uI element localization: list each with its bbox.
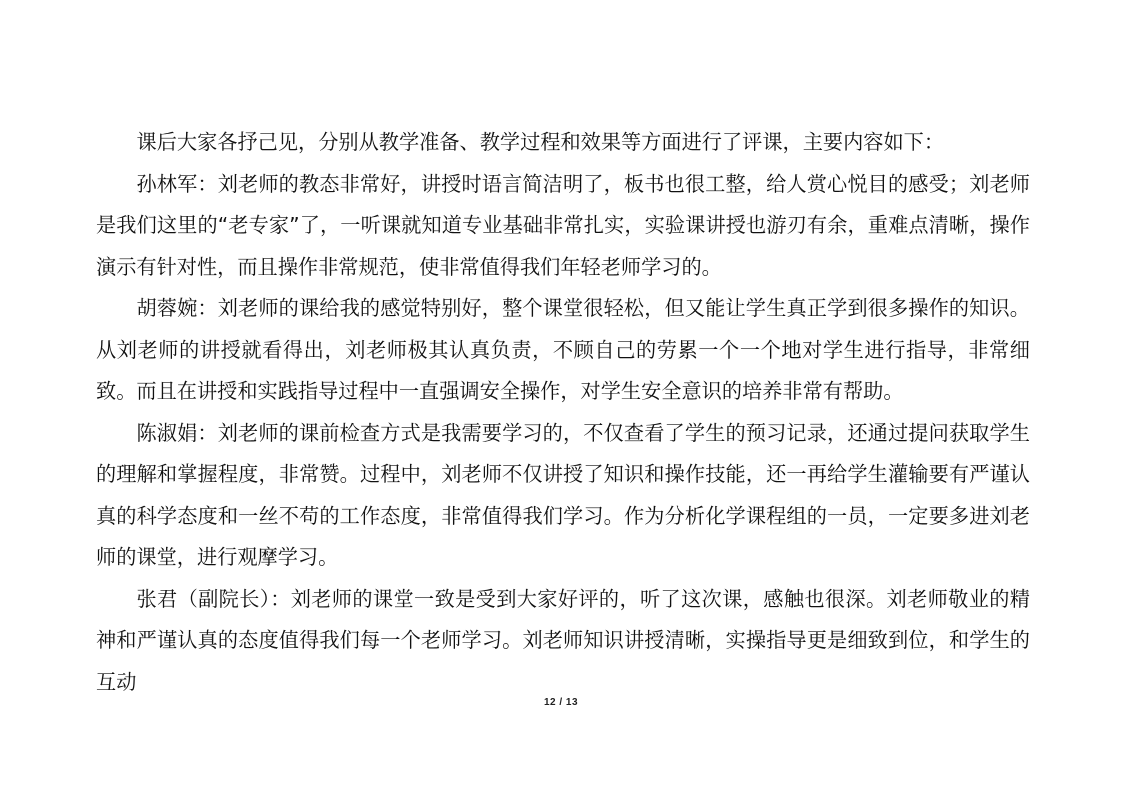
paragraph-sun-linjun: 孙林军：刘老师的教态非常好，讲授时语言简洁明了，板书也很工整，给人赏心悦目的感受；刘老师是我们这里的“老专家”了，一听课就知道专业基础非常扎实，实验课讲授也游刃有余，重难点清晰，操作演示有针对性，而且操作非常规范，使非常值得我们年轻老师学习的。 <box>96 171 1030 279</box>
page-body <box>96 122 1030 703</box>
paragraph-intro: 课后大家各抒己见，分别从教学准备、教学过程和效果等方面进行了评课，主要内容如下： <box>136 130 945 154</box>
paragraph-chen-shujuan: 陈淑娟：刘老师的课前检查方式是我需要学习的，不仅查看了学生的预习记录，还通过提问获取学生的理解和掌握程度，非常赞。过程中，刘老师不仅讲授了知识和操作技能，还一再给学生灌输要有严谨认真的科学态度和一丝不苟的工作态度，非常值得我们学习。作为分析化学课程组的一员，一定要多进刘老师的课堂，进行观摩学习。 <box>96 420 1030 569</box>
page-number: 12 / 13 <box>543 697 579 708</box>
paragraph-hu-rongwan: 胡蓉婉：刘老师的课给我的感觉特别好，整个课堂很轻松，但又能让学生真正学到很多操作的知识。从刘老师的讲授就看得出，刘老师极其认真负责，不顾自己的劳累一个一个地对学生进行指导，非常细致。而且在讲授和实践指导过程中一直强调安全操作，对学生安全意识的培养非常有帮助。 <box>96 296 1030 403</box>
paragraph-zhang-jun: 张君（副院长）：刘老师的课堂一致是受到大家好评的，听了这次课，感触也很深。刘老师敬业的精神和严谨认真的态度值得我们每一个老师学习。刘老师知识讲授清晰，实操指导更是细致到位，和学生的互动 <box>96 586 1030 694</box>
